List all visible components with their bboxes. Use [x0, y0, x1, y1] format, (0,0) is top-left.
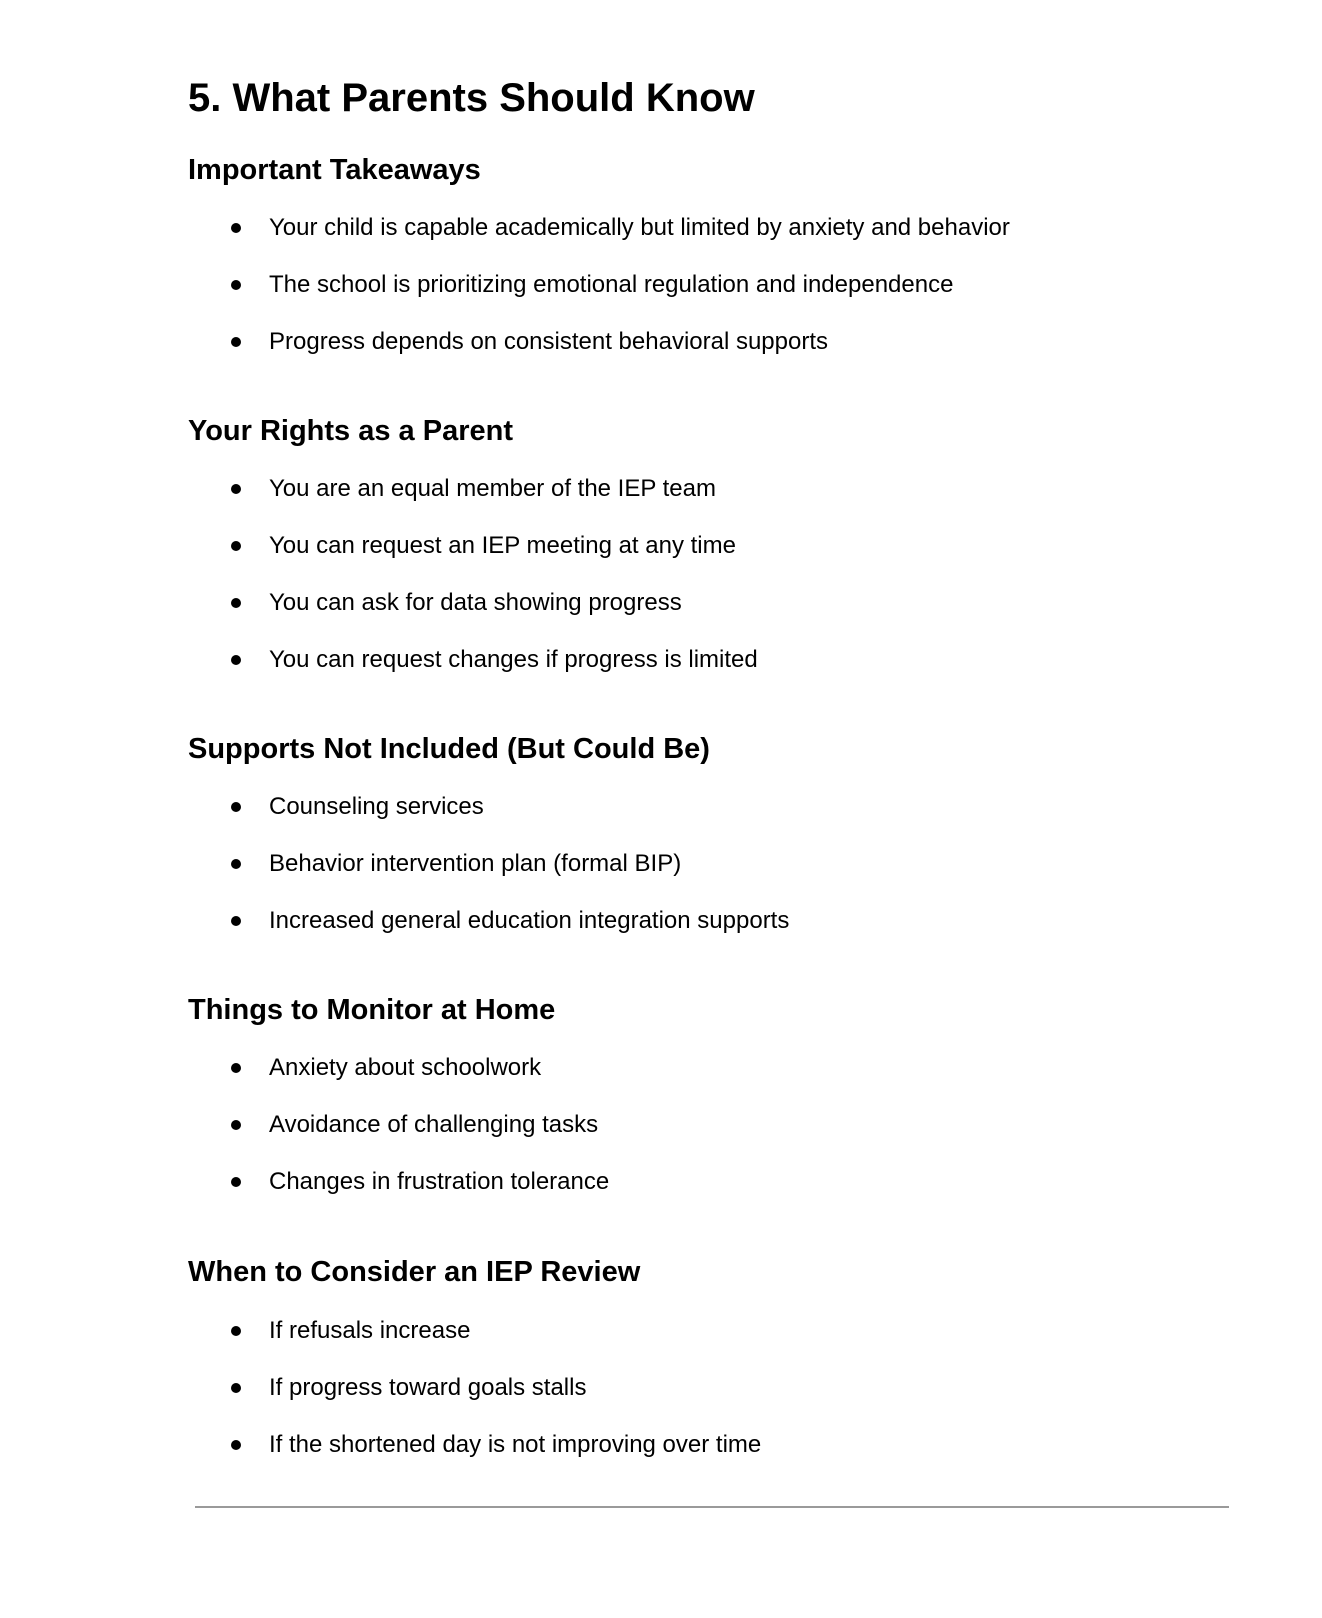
section-heading-things-to-monitor: Things to Monitor at Home: [188, 994, 556, 1026]
bullet-icon: [231, 484, 241, 494]
section-heading-your-rights: Your Rights as a Parent: [188, 415, 513, 447]
page-title: 5. What Parents Should Know: [188, 76, 755, 120]
bullet-icon: [231, 541, 241, 551]
bullet-icon: [231, 1440, 241, 1450]
bullet-icon: [231, 598, 241, 608]
section-heading-important-takeaways: Important Takeaways: [188, 154, 481, 186]
bullet-icon: [231, 655, 241, 665]
bullet-icon: [231, 1383, 241, 1393]
bullet-icon: [231, 337, 241, 347]
section-heading-when-to-consider-review: When to Consider an IEP Review: [188, 1256, 641, 1288]
bullet-icon: [231, 1326, 241, 1336]
bullet-icon: [231, 916, 241, 926]
bullet-icon: [231, 1177, 241, 1187]
horizontal-divider: [195, 1506, 1229, 1508]
section-heading-supports-not-included: Supports Not Included (But Could Be): [188, 733, 710, 765]
bullet-icon: [231, 223, 241, 233]
bullet-icon: [231, 280, 241, 290]
document-page: 5. What Parents Should Know Important Takeaways Your child is capable academically but limited by anxiety and behavior The school is prioritizing emotional regulation and independence Progress depends on consistent behavioral supports Your Rights as a Parent You are an equal member of the IEP team You can request an IEP meeting at any time You can ask for data showing progress You can request changes if progress is limited Supports Not Included (But Could Be) Counseling services Behavior intervention plan (formal BIP) Increased general education integration supports Things to Monitor at Home Anxiety about schoolwork Avoidance of challenging tasks Changes in frustration tolerance When to Consider an IEP Review If refusals increase If progress toward goals stalls If the shortened day is not improving over time: [0, 0, 1322, 1618]
bullet-icon: [231, 1063, 241, 1073]
bullet-icon: [231, 802, 241, 812]
bullet-icon: [231, 1120, 241, 1130]
bullet-icon: [231, 859, 241, 869]
